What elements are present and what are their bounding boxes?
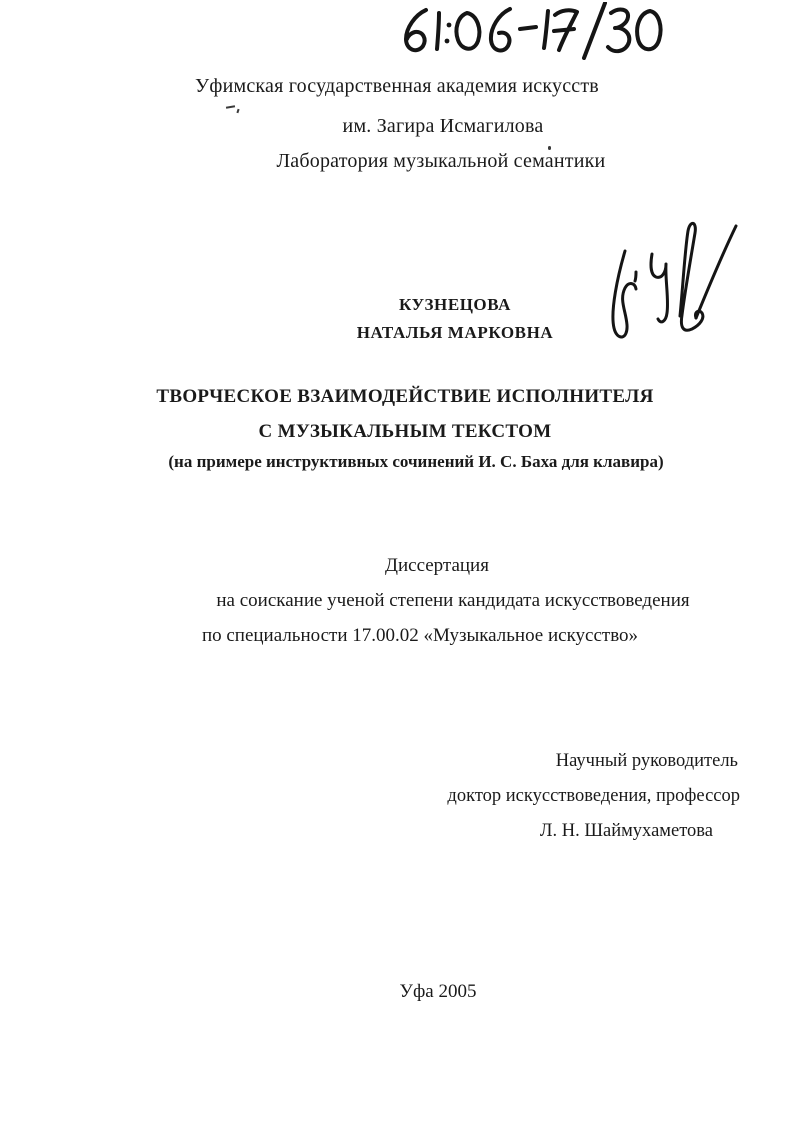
institution-name: Уфимская государственная академия искусств — [195, 75, 599, 97]
thesis-degree: на соискание ученой степени кандидата искусствоведения — [216, 590, 690, 611]
scan-artifact-comma — [236, 109, 239, 113]
thesis-type: Диссертация — [385, 555, 489, 576]
title-line-1: ТВОРЧЕСКОЕ ВЗАИМОДЕЙСТВИЕ ИСПОЛНИТЕЛЯ — [156, 386, 654, 407]
scan-artifact-dash — [226, 105, 235, 108]
department-name: Лаборатория музыкальной семантики — [276, 150, 606, 172]
scan-artifact-dot — [548, 146, 551, 150]
institution-named-after: им. Загира Исмагилова — [342, 115, 544, 137]
supervisor-rank: доктор искусствоведения, профессор — [447, 786, 740, 806]
author-surname: КУЗНЕЦОВА — [399, 295, 511, 314]
imprint-city-year: Уфа 2005 — [399, 981, 477, 1002]
author-name-patronymic: НАТАЛЬЯ МАРКОВНА — [356, 323, 554, 342]
title-line-2: С МУЗЫКАЛЬНЫМ ТЕКСТОМ — [258, 421, 552, 442]
inventory-number-handwriting-icon — [398, 2, 666, 60]
signature-icon — [595, 215, 745, 355]
thesis-specialty: по специальности 17.00.02 «Музыкальное искусство» — [201, 625, 639, 646]
supervisor-name: Л. Н. Шаймухаметова — [539, 821, 713, 841]
supervisor-heading: Научный руководитель — [555, 751, 738, 771]
title-subtitle: (на примере инструктивных сочинений И. С. Баха для клавира) — [168, 452, 664, 471]
